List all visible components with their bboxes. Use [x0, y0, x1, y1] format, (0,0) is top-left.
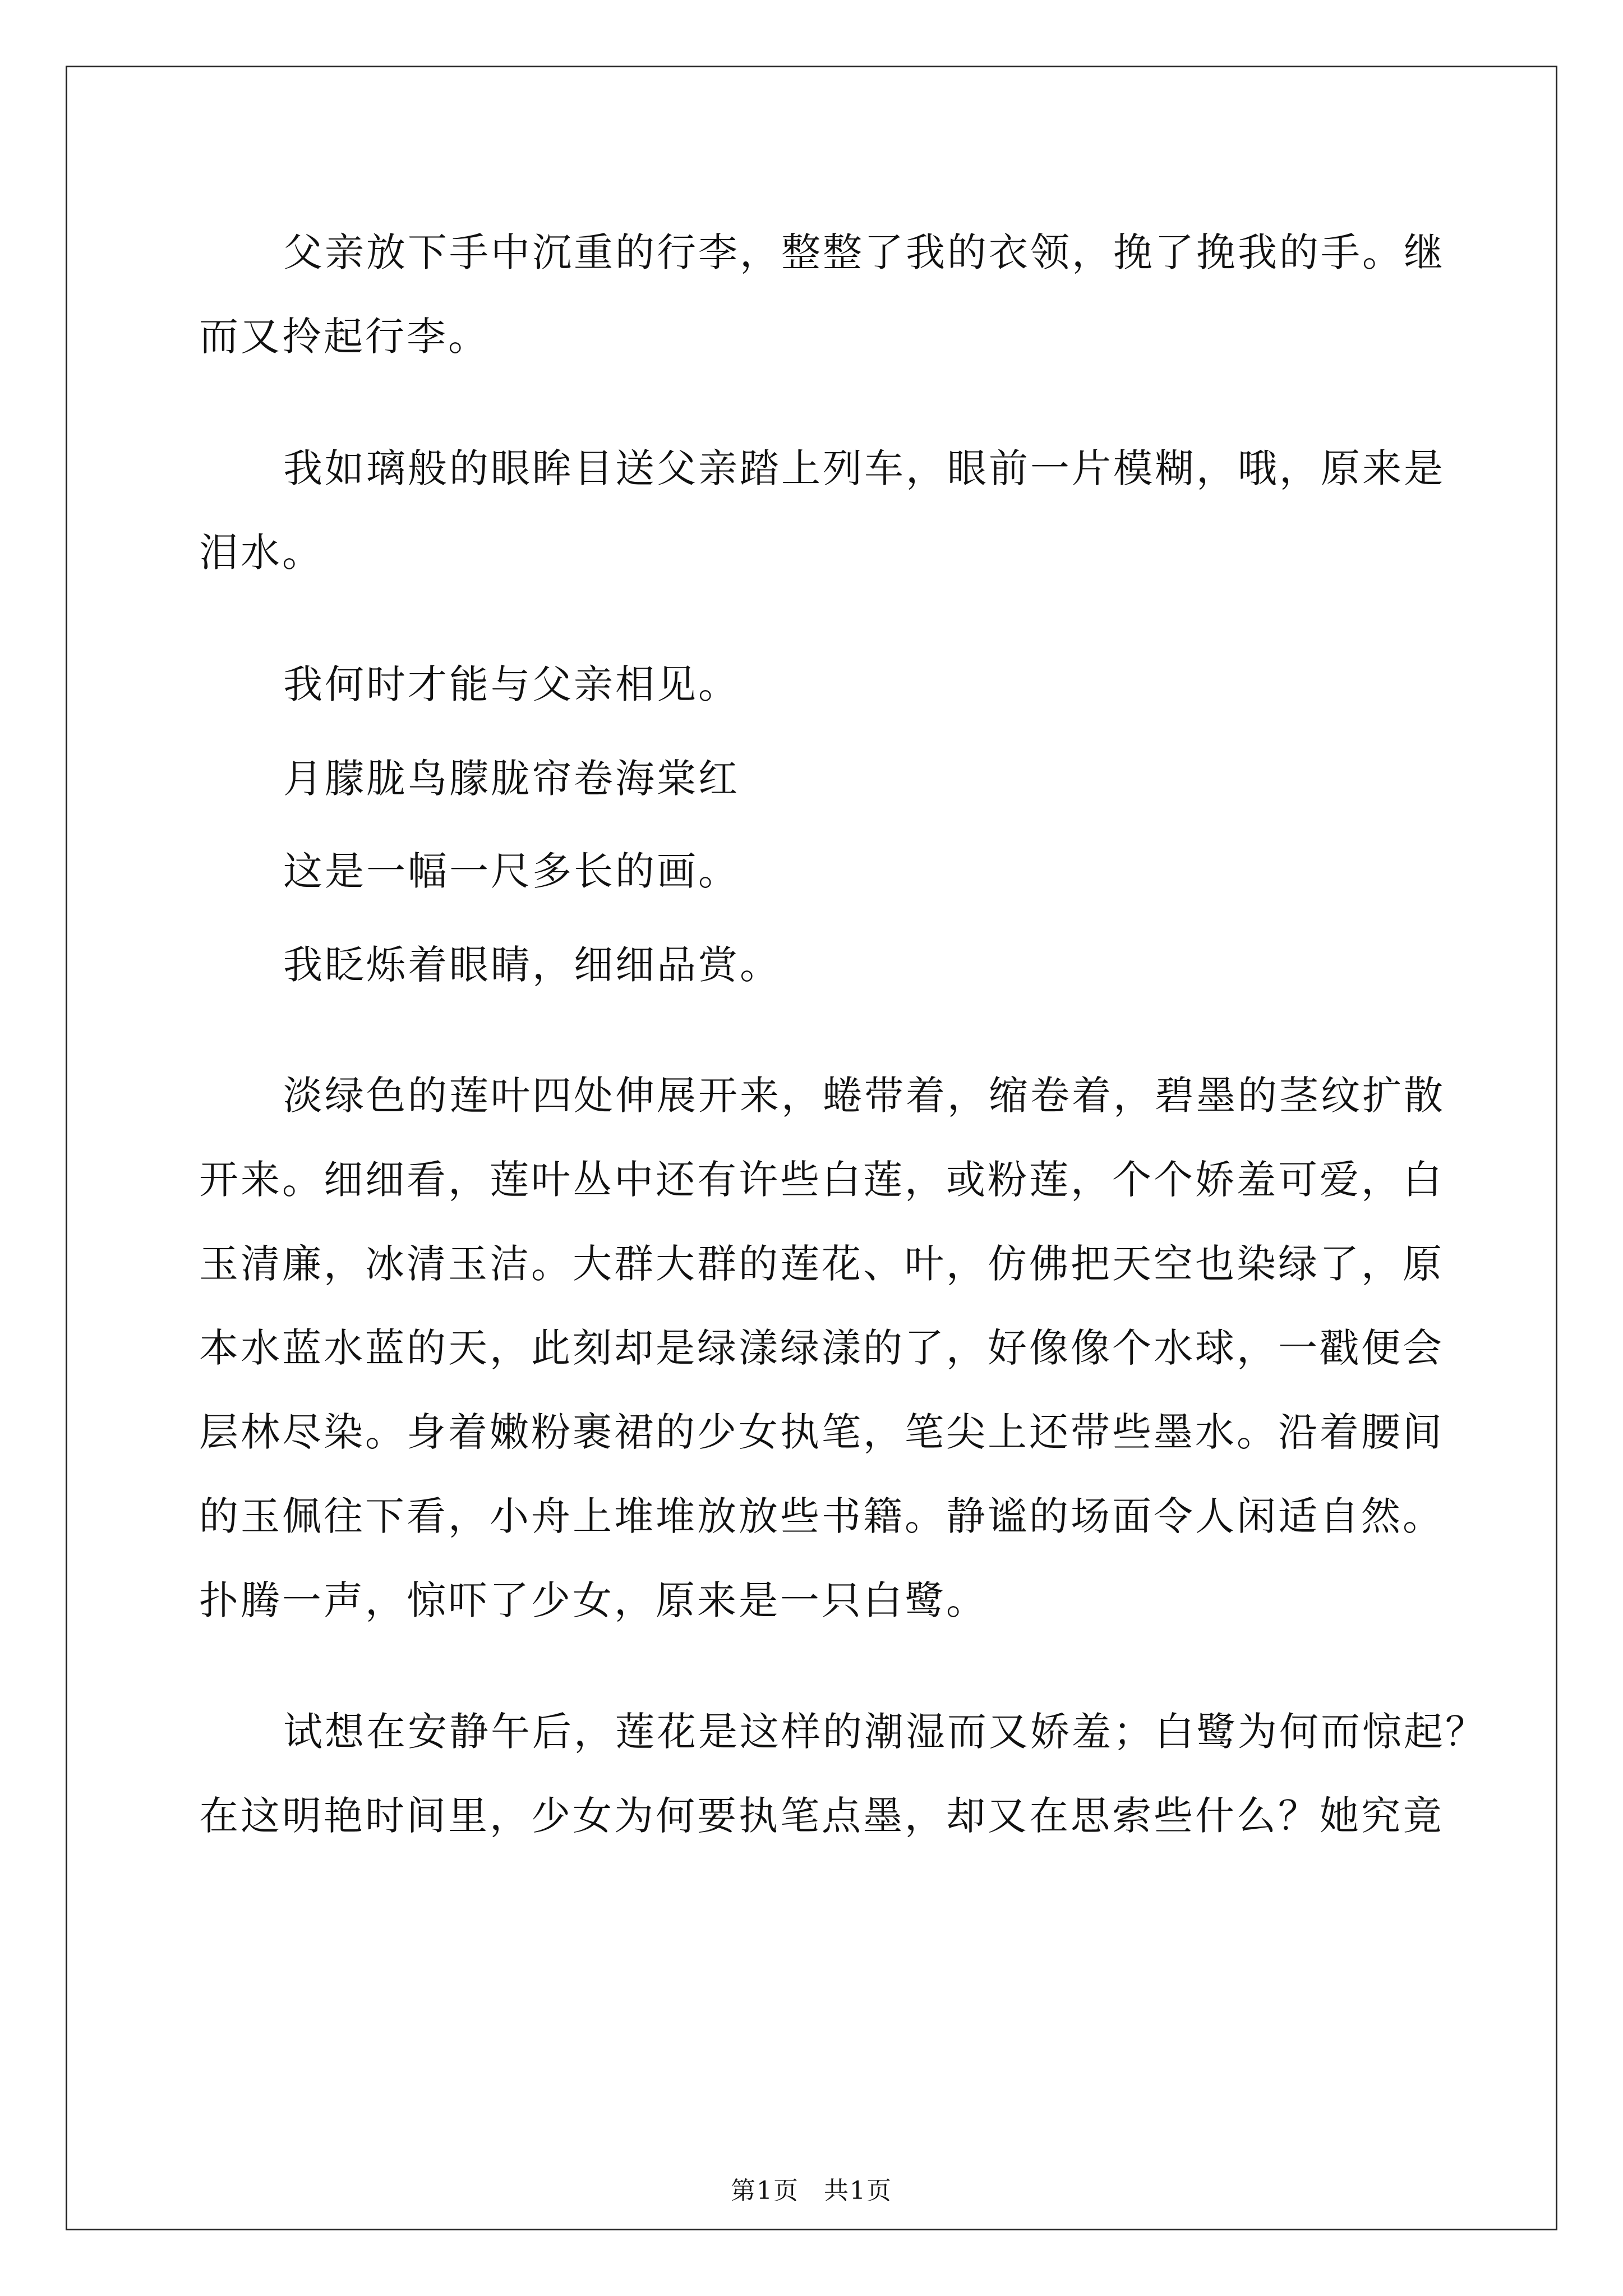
- text-line: 本水蓝水蓝的天，此刻却是绿漾绿漾的了，好像像个水球，一戳便会: [199, 1325, 1444, 1371]
- text-line: 淡绿色的莲叶四处伸展开来，蜷带着，缩卷着，碧墨的茎纹扩散: [283, 1073, 1445, 1119]
- text-line: 我眨烁着眼睛，细细品赏。: [283, 942, 781, 988]
- text-line: 玉清廉，冰清玉洁。大群大群的莲花、叶，仿佛把天空也染绿了，原: [199, 1241, 1444, 1287]
- text-line: 开来。细细看，莲叶丛中还有许些白莲，或粉莲，个个娇羞可爱，白: [199, 1157, 1444, 1203]
- text-line: 而又拎起行李。: [199, 314, 490, 360]
- text-line: 我如璃般的眼眸目送父亲踏上列车，眼前一片模糊，哦，原来是: [283, 445, 1445, 491]
- page-number: 第1页: [731, 2177, 799, 2205]
- text-line: 在这明艳时间里，少女为何要执笔点墨，却又在思索些什么？她究竟: [199, 1793, 1444, 1839]
- page-footer: [0, 2175, 1623, 2207]
- text-line: 的玉佩往下看，小舟上堆堆放放些书籍。静谧的场面令人闲适自然。: [199, 1493, 1444, 1539]
- page-total: 共1页: [824, 2177, 892, 2205]
- text-line: 泪水。: [199, 530, 324, 576]
- text-line: 试想在安静午后，莲花是这样的潮湿而又娇羞；白鹭为何而惊起？: [283, 1709, 1487, 1755]
- text-line: 层林尽染。身着嫩粉裹裙的少女执笔，笔尖上还带些墨水。沿着腰间: [199, 1409, 1444, 1455]
- text-line: 月朦胧鸟朦胧帘卷海棠红: [283, 756, 740, 802]
- page-border: [66, 66, 1557, 2230]
- text-line: 扑腾一声，惊吓了少女，原来是一只白鹭。: [199, 1577, 988, 1623]
- text-line: 父亲放下手中沉重的行李，整整了我的衣领，挽了挽我的手。继: [283, 229, 1445, 275]
- text-line: 我何时才能与父亲相见。: [283, 661, 740, 707]
- text-line: 这是一幅一尺多长的画。: [283, 848, 740, 894]
